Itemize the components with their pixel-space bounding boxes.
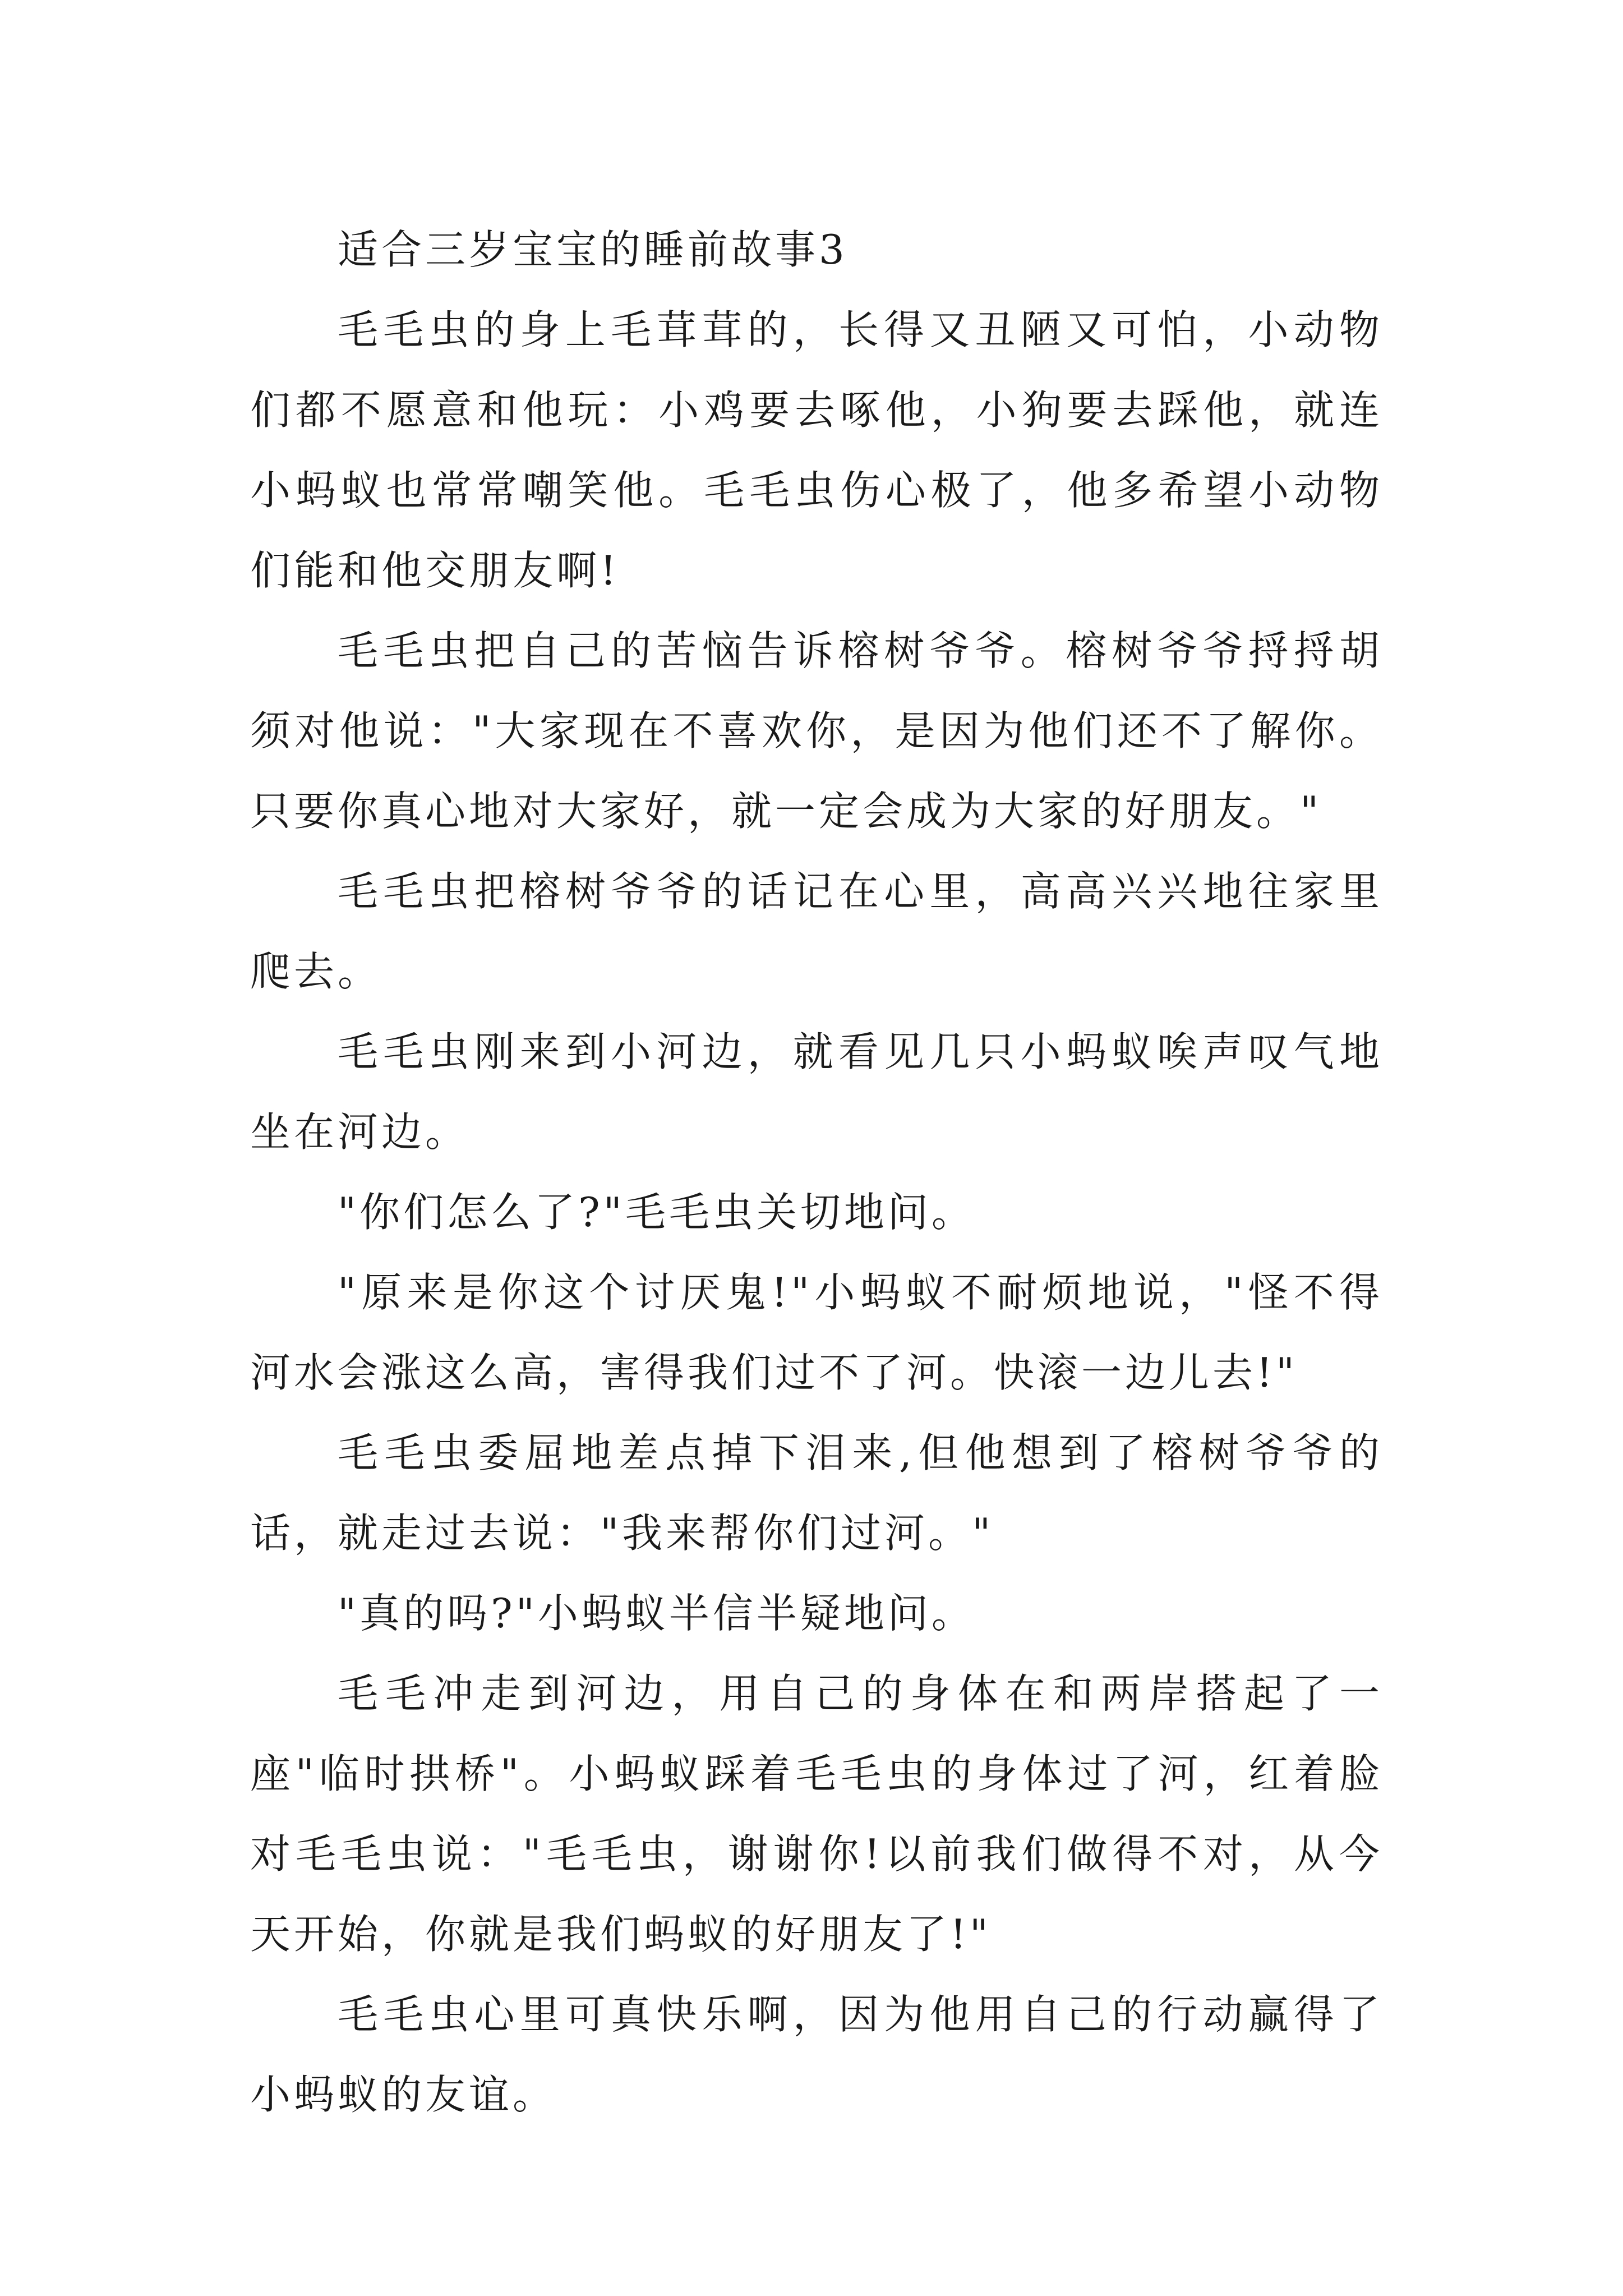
document-body (250, 210, 1383, 2135)
paragraph: 毛毛虫刚来到小河边，就看见几只小蚂蚁唉声叹气地坐在河边。 (250, 1028, 1383, 1156)
paragraph: 毛毛虫把自己的苦恼告诉榕树爷爷。榕树爷爷捋捋胡须对他说："大家现在不喜欢你，是因为他们还不了解你。只要你真心地对大家好，就一定会成为大家的好朋友。" (250, 627, 1383, 835)
document-title: 适合三岁宝宝的睡前故事3 (338, 226, 848, 273)
paragraph: 毛毛虫的身上毛茸茸的，长得又丑陋又可怕，小动物们都不愿意和他玩：小鸡要去啄他，小狗要去踩他，就连小蚂蚁也常常嘲笑他。毛毛虫伤心极了，他多希望小动物们能和他交朋友啊! (250, 306, 1383, 594)
paragraph: 毛毛虫把榕树爷爷的话记在心里，高高兴兴地往家里爬去。 (250, 868, 1383, 995)
paragraph: "原来是你这个讨厌鬼!"小蚂蚁不耐烦地说，"怪不得河水会涨这么高，害得我们过不了河。快滚一边儿去!" (250, 1269, 1383, 1396)
paragraph: 毛毛冲走到河边，用自己的身体在和两岸搭起了一座"临时拱桥"。小蚂蚁踩着毛毛虫的身体过了河，红着脸对毛毛虫说："毛毛虫，谢谢你!以前我们做得不对，从今天开始，你就是我们蚂蚁的好朋友了!" (250, 1670, 1383, 1958)
paragraph: "你们怎么了?"毛毛虫关切地问。 (338, 1189, 975, 1236)
paragraph: 毛毛虫委屈地差点掉下泪来,但他想到了榕树爷爷的话，就走过去说："我来帮你们过河。" (250, 1429, 1383, 1557)
paragraph: "真的吗?"小蚂蚁半信半疑地问。 (338, 1590, 975, 1637)
paragraph: 毛毛虫心里可真快乐啊，因为他用自己的行动赢得了小蚂蚁的友谊。 (250, 1991, 1383, 2118)
